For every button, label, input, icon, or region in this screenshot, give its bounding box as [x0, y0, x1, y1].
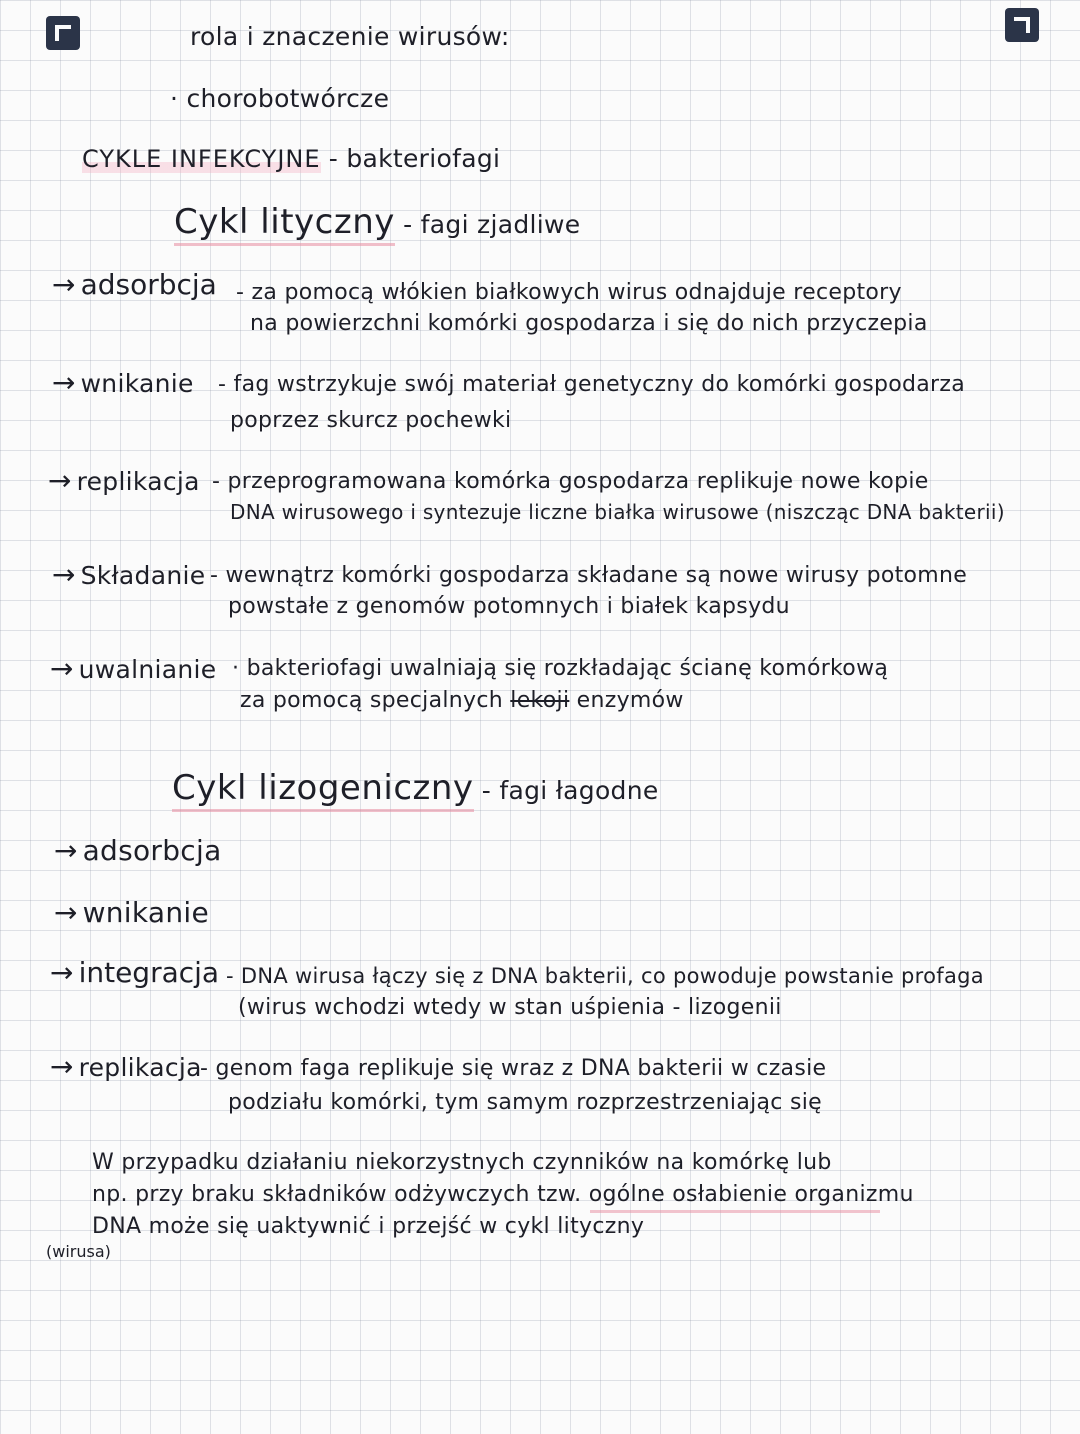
step-line: - genom faga replikuje się wraz z DNA bakterii w czasie [200, 1056, 827, 1081]
lysogenic-heading [172, 768, 659, 808]
note-line-1: W przypadku działaniu niekorzystnych czynników na komórkę lub [92, 1150, 832, 1175]
section-rest: - bakteriofagi [320, 144, 501, 173]
step-term: replikacja [76, 467, 200, 496]
step-term: adsorbcja [80, 268, 217, 301]
step-term: wnikanie [82, 896, 210, 929]
step-line: DNA wirusowego i syntezuje liczne białka wirusowe (niszcząc DNA bakterii) [230, 500, 1005, 524]
step-term: adsorbcja [82, 834, 222, 867]
step-line: na powierzchni komórki gospodarza i się do nich przyczepia [250, 311, 928, 336]
note-side: (wirusa) [46, 1242, 111, 1261]
arrow-icon: → [50, 652, 74, 685]
lytic-step-2 [52, 366, 194, 399]
step-term: Składanie [80, 561, 206, 590]
note-line-2: np. przy braku składników odżywczych tzw. ogólne osłabienie organizmu [92, 1182, 914, 1207]
lytic-step-3 [48, 464, 200, 497]
corner-logo-right-icon [1005, 8, 1039, 42]
arrow-icon: → [54, 896, 78, 929]
step-line: - przeprogramowana komórka gospodarza replikuje nowe kopie [212, 469, 929, 494]
step-line: (wirus wchodzi wtedy w stan uśpienia - lizogenii [238, 995, 782, 1020]
arrow-icon: → [52, 366, 76, 399]
step-line: - fag wstrzykuje swój materiał genetyczny do komórki gospodarza [218, 372, 966, 397]
lysogenic-step-1 [50, 956, 219, 989]
lysogenic-heading-title: Cykl lizogeniczny [172, 768, 474, 812]
lytic-heading-title: Cykl lityczny [174, 202, 395, 246]
step-line-part: enzymów [569, 688, 684, 713]
note-underline [590, 1210, 880, 1213]
corner-logo-left-icon [46, 16, 80, 50]
lytic-step-1 [52, 268, 217, 301]
step-term: uwalnianie [78, 655, 217, 684]
arrow-icon: → [50, 1050, 74, 1083]
lysogenic-simple-2 [54, 896, 209, 929]
section-caps: CYKLE INFEKCYJNE [82, 145, 321, 173]
arrow-icon: → [52, 268, 76, 301]
arrow-icon: → [52, 558, 76, 591]
step-term: wnikanie [80, 369, 194, 398]
arrow-icon: → [50, 956, 74, 989]
step-line: poprzez skurcz pochewki [230, 408, 512, 433]
step-line: - wewnątrz komórki gospodarza składane są nowe wirusy potomne [210, 563, 968, 588]
note-line-3: DNA może się uaktywnić i przejść w cykl lityczny [92, 1214, 645, 1239]
strikethrough-word: lekoji [510, 688, 570, 713]
header-point: · chorobotwórcze [170, 84, 390, 113]
step-line: podziału komórki, tym samym rozprzestrzeniając się [228, 1090, 823, 1115]
lytic-heading-rest: - fagi zjadliwe [394, 210, 581, 239]
step-line-part: za pomocą specjalnych [240, 688, 511, 713]
lysogenic-heading-rest: - fagi łagodne [473, 776, 659, 805]
step-line: - za pomocą włókien białkowych wirus odnajduje receptory [236, 280, 902, 305]
lysogenic-step-2 [50, 1050, 202, 1083]
lysogenic-simple-1 [54, 834, 222, 867]
step-line: powstałe z genomów potomnych i białek kapsydu [228, 594, 790, 619]
lytic-heading [174, 202, 580, 242]
step-line: - DNA wirusa łączy się z DNA bakterii, co powoduje powstanie profaga [226, 964, 984, 988]
step-line [240, 688, 684, 713]
step-line: · bakteriofagi uwalniają się rozkładając ścianę komórkową [232, 656, 889, 681]
step-term: replikacja [78, 1053, 202, 1082]
header-title: rola i znaczenie wirusów: [190, 22, 510, 51]
section-heading [82, 144, 500, 173]
lytic-step-5 [50, 652, 216, 685]
arrow-icon: → [48, 464, 72, 497]
lytic-step-4 [52, 558, 205, 591]
arrow-icon: → [54, 834, 78, 867]
step-term: integracja [78, 956, 220, 989]
